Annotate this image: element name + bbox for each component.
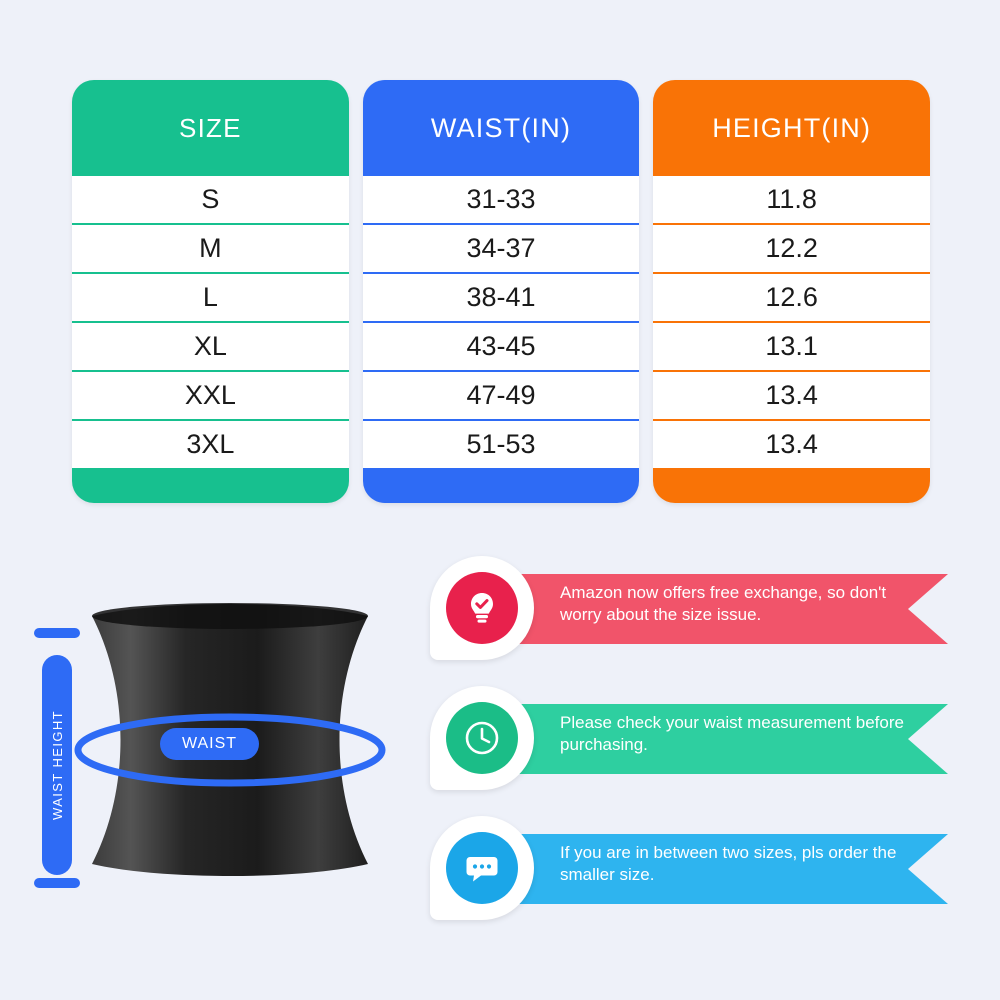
waist-height-label: [42, 655, 72, 875]
notes-list: [430, 556, 980, 956]
column-header-size: SIZE: [179, 112, 242, 143]
table-cell: 3XL: [72, 421, 349, 468]
table-cell: 13.1: [653, 323, 930, 370]
table-cell: 12.6: [653, 274, 930, 321]
note-icon-bubble: [430, 816, 534, 920]
table-cell: 51-53: [363, 421, 640, 468]
table-cell: M: [72, 225, 349, 272]
table-cell: 11.8: [653, 176, 930, 223]
note-text: Please check your waist measurement before purchasing.: [560, 713, 904, 755]
product-illustration: [20, 560, 430, 960]
note-text: If you are in between two sizes, pls order the smaller size.: [560, 843, 897, 885]
table-cell: 31-33: [363, 176, 640, 223]
lightbulb-check-icon: [446, 572, 518, 644]
height-cap-top-icon: [34, 628, 80, 638]
note-text: Amazon now offers free exchange, so don't worry about the size issue.: [560, 583, 887, 625]
table-column-height: [653, 80, 930, 503]
note-item: [430, 686, 950, 782]
table-cell: XL: [72, 323, 349, 370]
height-cap-bottom-icon: [34, 878, 80, 888]
column-footer: [72, 470, 349, 503]
table-cell: 13.4: [653, 372, 930, 419]
size-chart-table: [72, 80, 930, 503]
table-cell: 47-49: [363, 372, 640, 419]
column-header-height: HEIGHT(IN): [712, 112, 872, 143]
chat-bubble-icon: [446, 832, 518, 904]
table-cell: XXL: [72, 372, 349, 419]
table-cell: 13.4: [653, 421, 930, 468]
note-icon-bubble: [430, 686, 534, 790]
waist-label: WAIST: [160, 728, 259, 760]
table-cell: L: [72, 274, 349, 321]
table-cell: 34-37: [363, 225, 640, 272]
clock-icon: [446, 702, 518, 774]
note-item: [430, 816, 950, 912]
table-cell: 38-41: [363, 274, 640, 321]
column-footer: [653, 470, 930, 503]
table-column-size: [72, 80, 349, 503]
column-header-waist: WAIST(IN): [430, 112, 572, 143]
note-item: [430, 556, 950, 652]
table-column-waist: [363, 80, 640, 503]
column-footer: [363, 470, 640, 503]
table-cell: S: [72, 176, 349, 223]
table-cell: 43-45: [363, 323, 640, 370]
note-icon-bubble: [430, 556, 534, 660]
table-cell: 12.2: [653, 225, 930, 272]
waist-height-label-text: WAIST HEIGHT: [49, 710, 65, 820]
